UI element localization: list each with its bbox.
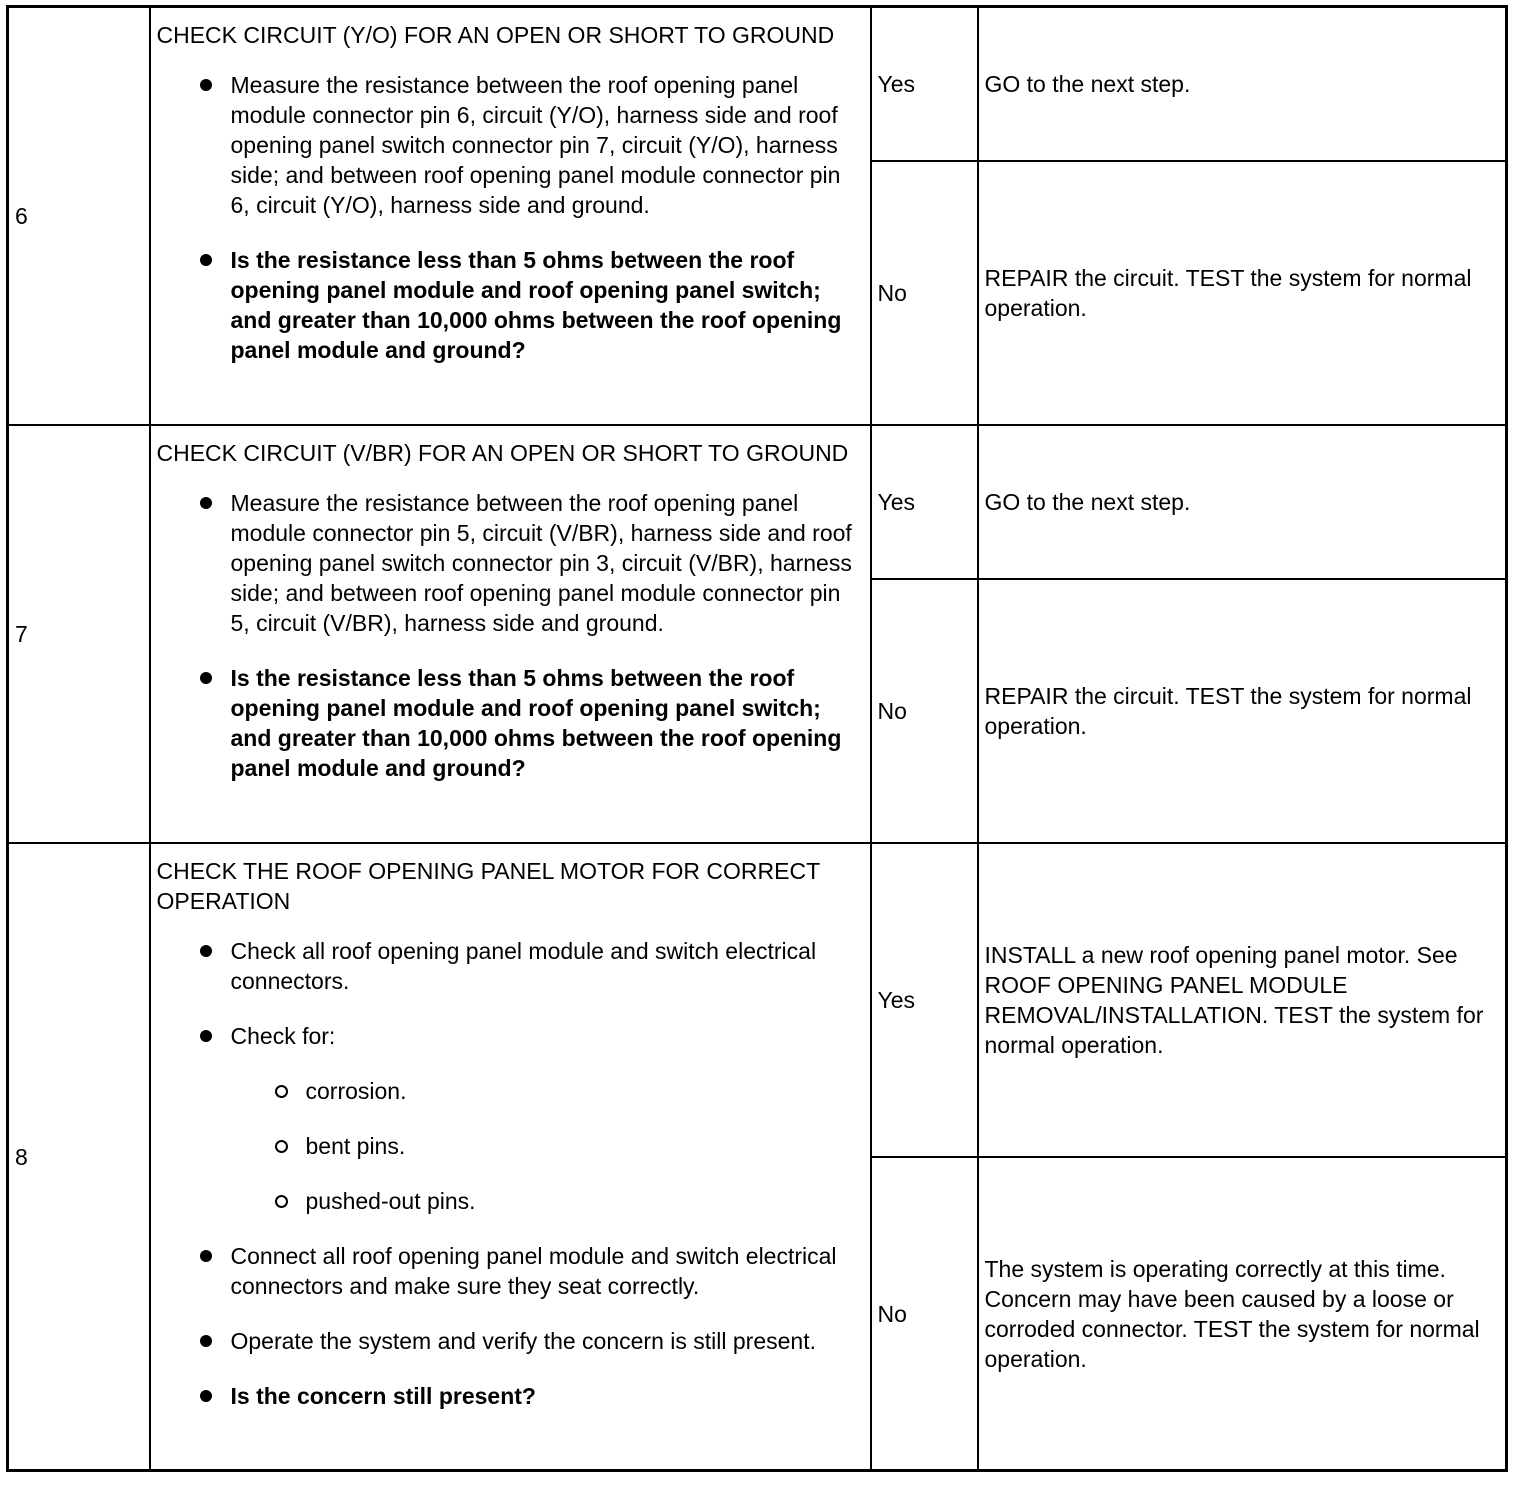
step-number: 7 [8, 425, 150, 843]
step-action-cell [150, 843, 871, 1471]
instruction-list [157, 70, 864, 365]
instruction-item: Operate the system and verify the concern is still present. [157, 1326, 864, 1356]
result-no-action: REPAIR the circuit. TEST the system for normal operation. [978, 161, 1507, 425]
result-no-label: No [871, 579, 978, 843]
result-yes-action: INSTALL a new roof opening panel motor. See ROOF OPENING PANEL MODULE REMOVAL/INSTALLATION. TEST the system for normal operation. [978, 843, 1507, 1157]
check-for-item: bent pins. [231, 1131, 864, 1161]
step-action-cell [150, 425, 871, 843]
check-for-item: pushed-out pins. [231, 1186, 864, 1216]
question-item: Is the concern still present? [157, 1381, 864, 1411]
question-item: Is the resistance less than 5 ohms between the roof opening panel module and roof opening panel switch; and greater than 10,000 ohms between the roof opening panel module and ground? [157, 245, 864, 365]
instruction-item-check-for [157, 1021, 864, 1216]
step-7-row-yes [8, 425, 1507, 579]
result-yes-action: GO to the next step. [978, 7, 1507, 162]
check-for-item: corrosion. [231, 1076, 864, 1106]
step-number: 6 [8, 7, 150, 426]
result-yes-label: Yes [871, 425, 978, 579]
result-yes-action: GO to the next step. [978, 425, 1507, 579]
instruction-list [157, 936, 864, 1411]
step-8-row-yes [8, 843, 1507, 1157]
instruction-item: Check all roof opening panel module and switch electrical connectors. [157, 936, 864, 996]
step-number: 8 [8, 843, 150, 1471]
result-no-action: REPAIR the circuit. TEST the system for normal operation. [978, 579, 1507, 843]
result-yes-label: Yes [871, 7, 978, 162]
result-no-label: No [871, 161, 978, 425]
question-item: Is the resistance less than 5 ohms between the roof opening panel module and roof opening panel switch; and greater than 10,000 ohms between the roof opening panel module and ground? [157, 663, 864, 783]
instruction-item: Measure the resistance between the roof opening panel module connector pin 6, circuit (Y/O), harness side and roof opening panel switch connector pin 7, circuit (Y/O), harness side; and between roof opening panel module connector pin 6, circuit (Y/O), harness side and ground. [157, 70, 864, 220]
instruction-item: Connect all roof opening panel module and switch electrical connectors and make sure they seat correctly. [157, 1241, 864, 1301]
instruction-item: Measure the resistance between the roof opening panel module connector pin 5, circuit (V/BR), harness side and roof opening panel switch connector pin 3, circuit (V/BR), harness side; and between roof opening panel module connector pin 5, circuit (V/BR), harness side and ground. [157, 488, 864, 638]
step-action-cell [150, 7, 871, 426]
result-no-action: The system is operating correctly at this time. Concern may have been caused by a loose or corroded connector. TEST the system for normal operation. [978, 1157, 1507, 1471]
result-no-label: No [871, 1157, 978, 1471]
check-for-list [231, 1076, 864, 1216]
instruction-list [157, 488, 864, 783]
step-title: CHECK CIRCUIT (V/BR) FOR AN OPEN OR SHORT TO GROUND [156, 440, 849, 466]
result-yes-label: Yes [871, 843, 978, 1157]
step-6-row-yes [8, 7, 1507, 162]
step-title: CHECK CIRCUIT (Y/O) FOR AN OPEN OR SHORT TO GROUND [156, 22, 835, 48]
step-title: CHECK THE ROOF OPENING PANEL MOTOR FOR CORRECT OPERATION [156, 858, 820, 914]
instruction-text: Check for: [230, 1023, 336, 1049]
pinpoint-test-table [6, 5, 1508, 1472]
